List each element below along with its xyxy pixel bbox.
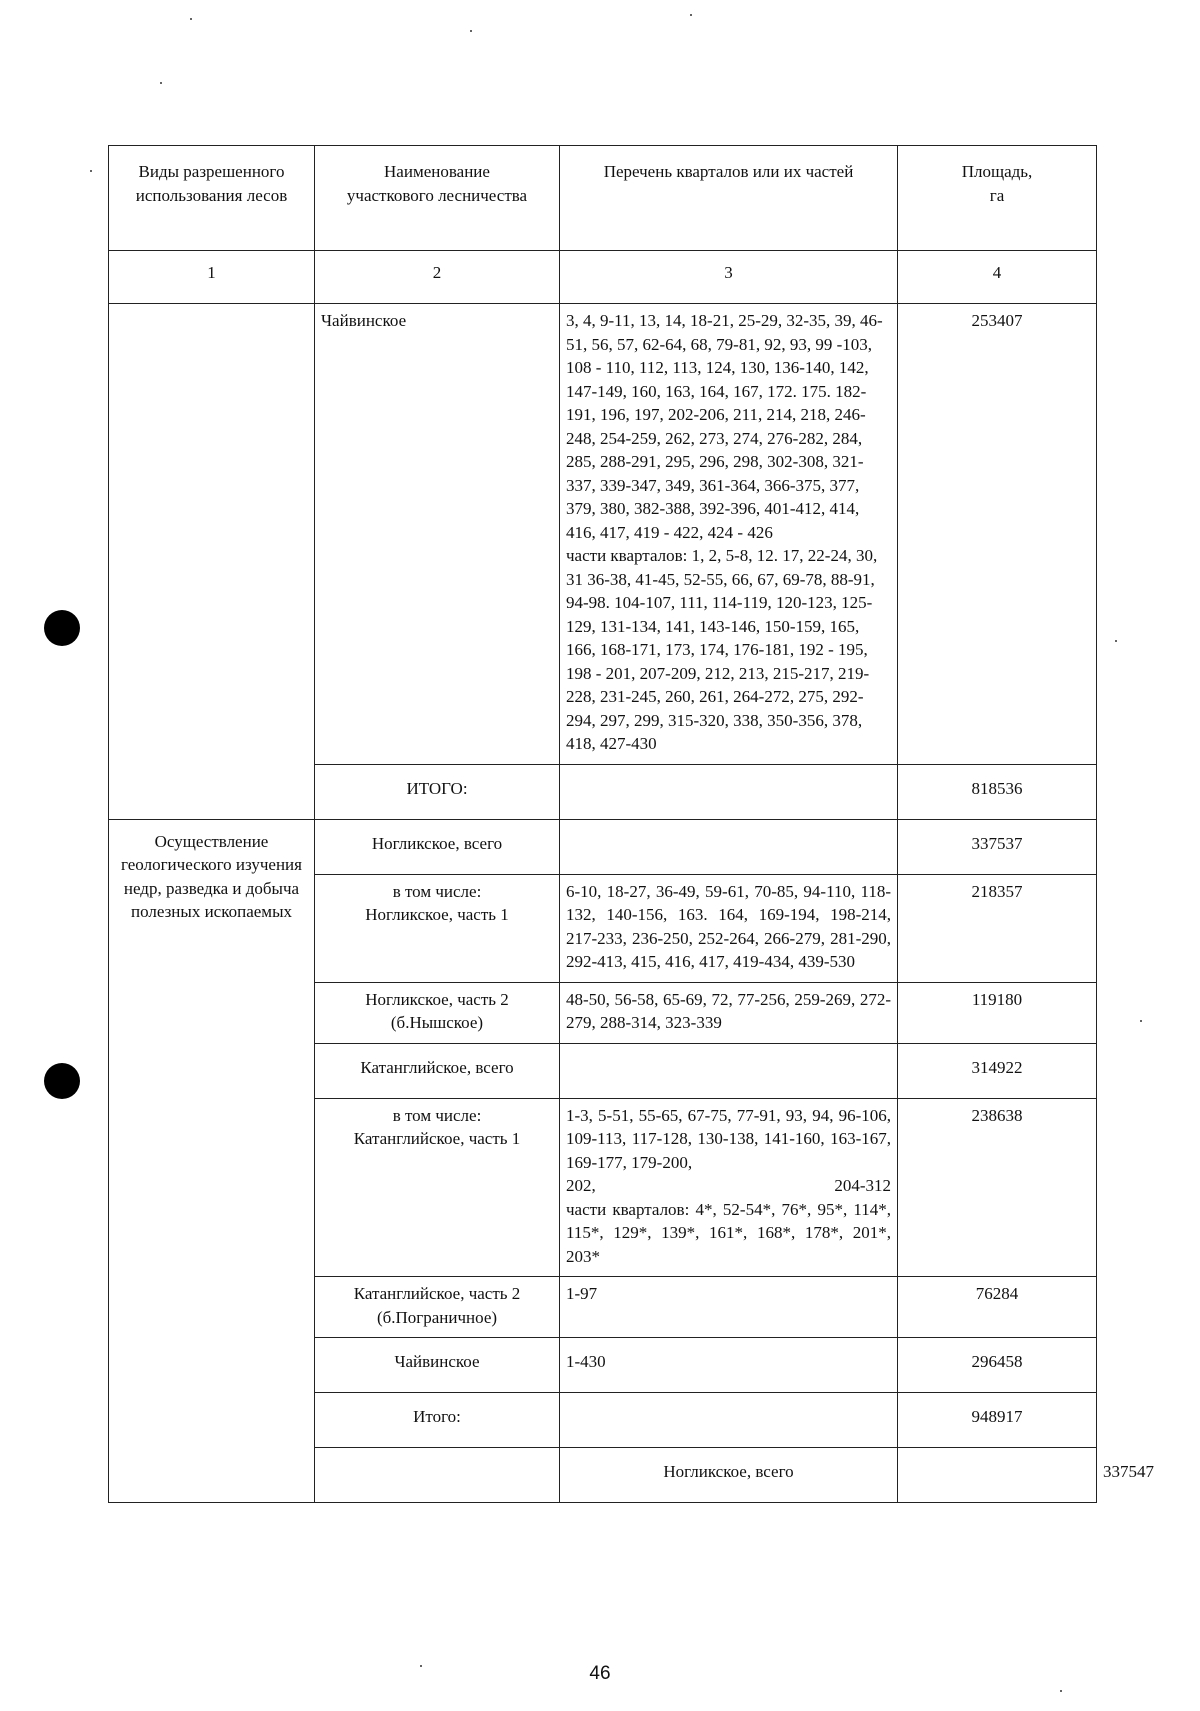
district-cell: Чайвинское — [315, 304, 560, 765]
area-cell: 238638 — [898, 1098, 1097, 1277]
district-name: Ногликское, часть 2 — [365, 989, 509, 1009]
quarters-list: 1-3, 5-51, 55-65, 67-75, 77-91, 93, 94, 96-106, 109-113, 117-128, 130-138, 141-160, 163-167, 169-177, 179-200, — [566, 1105, 891, 1172]
header-area: Площадь, га — [898, 146, 1097, 251]
total-label: Итого: — [315, 1393, 560, 1448]
page-number: 46 — [589, 1663, 611, 1684]
quarters-line-right: 204-312 — [834, 1176, 891, 1195]
quarters-split-line — [566, 1174, 891, 1198]
quarters-list: 3, 4, 9-11, 13, 14, 18-21, 25-29, 32-35, 39, 46-51, 56, 57, 62-64, 68, 79-81, 92, 93, 99 -103, 108 - 110, 112, 113, 124, 130, 136-140, 142, 147-149, 160, 163, 164, 167, 172. 175. 182-191, 196, 197, 202-206, 211, 214, 218, 246-248, 254-259, 262, 273, 274, 276-282, 284, 285, 288-291, 295, 296, 298, 302-308, 321-337, 339-347, 349, 361-364, 366-375, 377, 379, 380, 382-388, 392-396, 401-412, 414, 416, 417, 419 - 422, 424 - 426 — [566, 311, 883, 542]
area-cell: 948917 — [898, 1393, 1097, 1448]
column-number-row — [109, 251, 1097, 304]
table-row — [109, 819, 1097, 874]
district-prefix: в том числе: — [392, 1105, 482, 1125]
district-cell — [315, 1098, 560, 1277]
scan-speck — [690, 14, 692, 16]
column-number: 4 — [898, 251, 1097, 304]
quarters-cell — [560, 1098, 898, 1277]
use-type-cell — [315, 1448, 560, 1503]
area-cell: 76284 — [898, 1277, 1097, 1338]
quarters-cell — [560, 1393, 898, 1448]
quarters-cell: 48-50, 56-58, 65-69, 72, 77-256, 259-269, 272-279, 288-314, 323-339 — [560, 982, 898, 1043]
header-use-type: Виды разрешенного использования лесов — [109, 146, 315, 251]
quarters-cell — [560, 819, 898, 874]
district-cell: Ногликское, всего — [560, 1448, 898, 1503]
column-number: 2 — [315, 251, 560, 304]
area-cell: 818536 — [898, 764, 1097, 819]
forest-use-table — [108, 145, 1154, 1503]
district-cell — [315, 982, 560, 1043]
total-label: ИТОГО: — [315, 764, 560, 819]
area-cell: 218357 — [898, 874, 1097, 982]
column-number: 1 — [109, 251, 315, 304]
quarters-cell — [898, 1448, 1097, 1503]
header-quarters: Перечень кварталов или их частей — [560, 146, 898, 251]
scan-speck — [90, 170, 92, 172]
scan-speck — [470, 30, 472, 32]
area-cell: 337537 — [898, 819, 1097, 874]
district-subname: (б.Пограничное) — [376, 1307, 498, 1327]
quarters-cell: 1-97 — [560, 1277, 898, 1338]
district-name: Катанглийское, часть 2 — [353, 1284, 521, 1303]
district-name: Ногликское, часть 1 — [365, 905, 509, 924]
district-subname: (б.Нышское) — [390, 1013, 484, 1032]
quarters-line-left: 202, — [566, 1176, 596, 1195]
district-name: Катанглийское, часть 1 — [353, 1129, 521, 1148]
scan-speck — [1140, 1020, 1142, 1022]
area-cell: 314922 — [898, 1043, 1097, 1098]
scan-speck — [1115, 640, 1117, 642]
area-cell: 296458 — [898, 1338, 1097, 1393]
district-cell — [315, 1277, 560, 1338]
district-cell: Чайвинское — [315, 1338, 560, 1393]
area-cell: 253407 — [898, 304, 1097, 765]
binder-hole-top — [44, 610, 80, 646]
quarters-cell: 1-430 — [560, 1338, 898, 1393]
table-header-row — [109, 146, 1097, 251]
quarters-parts-list: части кварталов: 1, 2, 5-8, 12. 17, 22-24, 30, 31 36-38, 41-45, 52-55, 66, 67, 69-78, 88-91, 94-98. 104-107, 111, 114-119, 120-123, 125-129, 131-134, 141, 143-146, 150-159, 165, 166, 168-171, 173, 174, 176-181, 192 - 195, 198 - 201, 207-209, 212, 213, 215-217, 219-228, 231-245, 260, 261, 264-272, 275, 292-294, 297, 299, 315-320, 338, 350-356, 378, 418, 427-430 — [566, 546, 878, 753]
binder-hole-bottom — [44, 1063, 80, 1099]
quarters-cell — [560, 764, 898, 819]
scan-speck — [190, 18, 192, 20]
use-type-cell — [109, 304, 315, 820]
use-type-cell: Осуществление геологического изучения недр, разведка и добыча полезных ископаемых — [109, 819, 315, 1503]
column-number: 3 — [560, 251, 898, 304]
quarters-cell: 6-10, 18-27, 36-49, 59-61, 70-85, 94-110, 118-132, 140-156, 163. 164, 169-194, 198-214, 217-233, 236-250, 252-264, 266-279, 281-290, 292-413, 415, 416, 417, 419-434, 439-530 — [560, 874, 898, 982]
district-cell: Катанглийское, всего — [315, 1043, 560, 1098]
area-cell: 119180 — [898, 982, 1097, 1043]
district-prefix: в том числе: — [392, 881, 482, 901]
header-district: Наименование участкового лесничества — [315, 146, 560, 251]
table-row: Ногликское, всего 337547 — [109, 1448, 1097, 1503]
scan-speck — [160, 82, 162, 84]
district-cell: Ногликское, всего — [315, 819, 560, 874]
district-cell — [315, 874, 560, 982]
quarters-parts-list: части кварталов: 4*, 52-54*, 76*, 95*, 114*, 115*, 129*, 139*, 161*, 168*, 178*, 201*, 203* — [566, 1199, 891, 1266]
table-row — [109, 304, 1097, 765]
scan-speck — [1060, 1690, 1062, 1692]
scan-speck — [420, 1665, 422, 1667]
quarters-cell — [560, 1043, 898, 1098]
quarters-cell — [560, 304, 898, 765]
